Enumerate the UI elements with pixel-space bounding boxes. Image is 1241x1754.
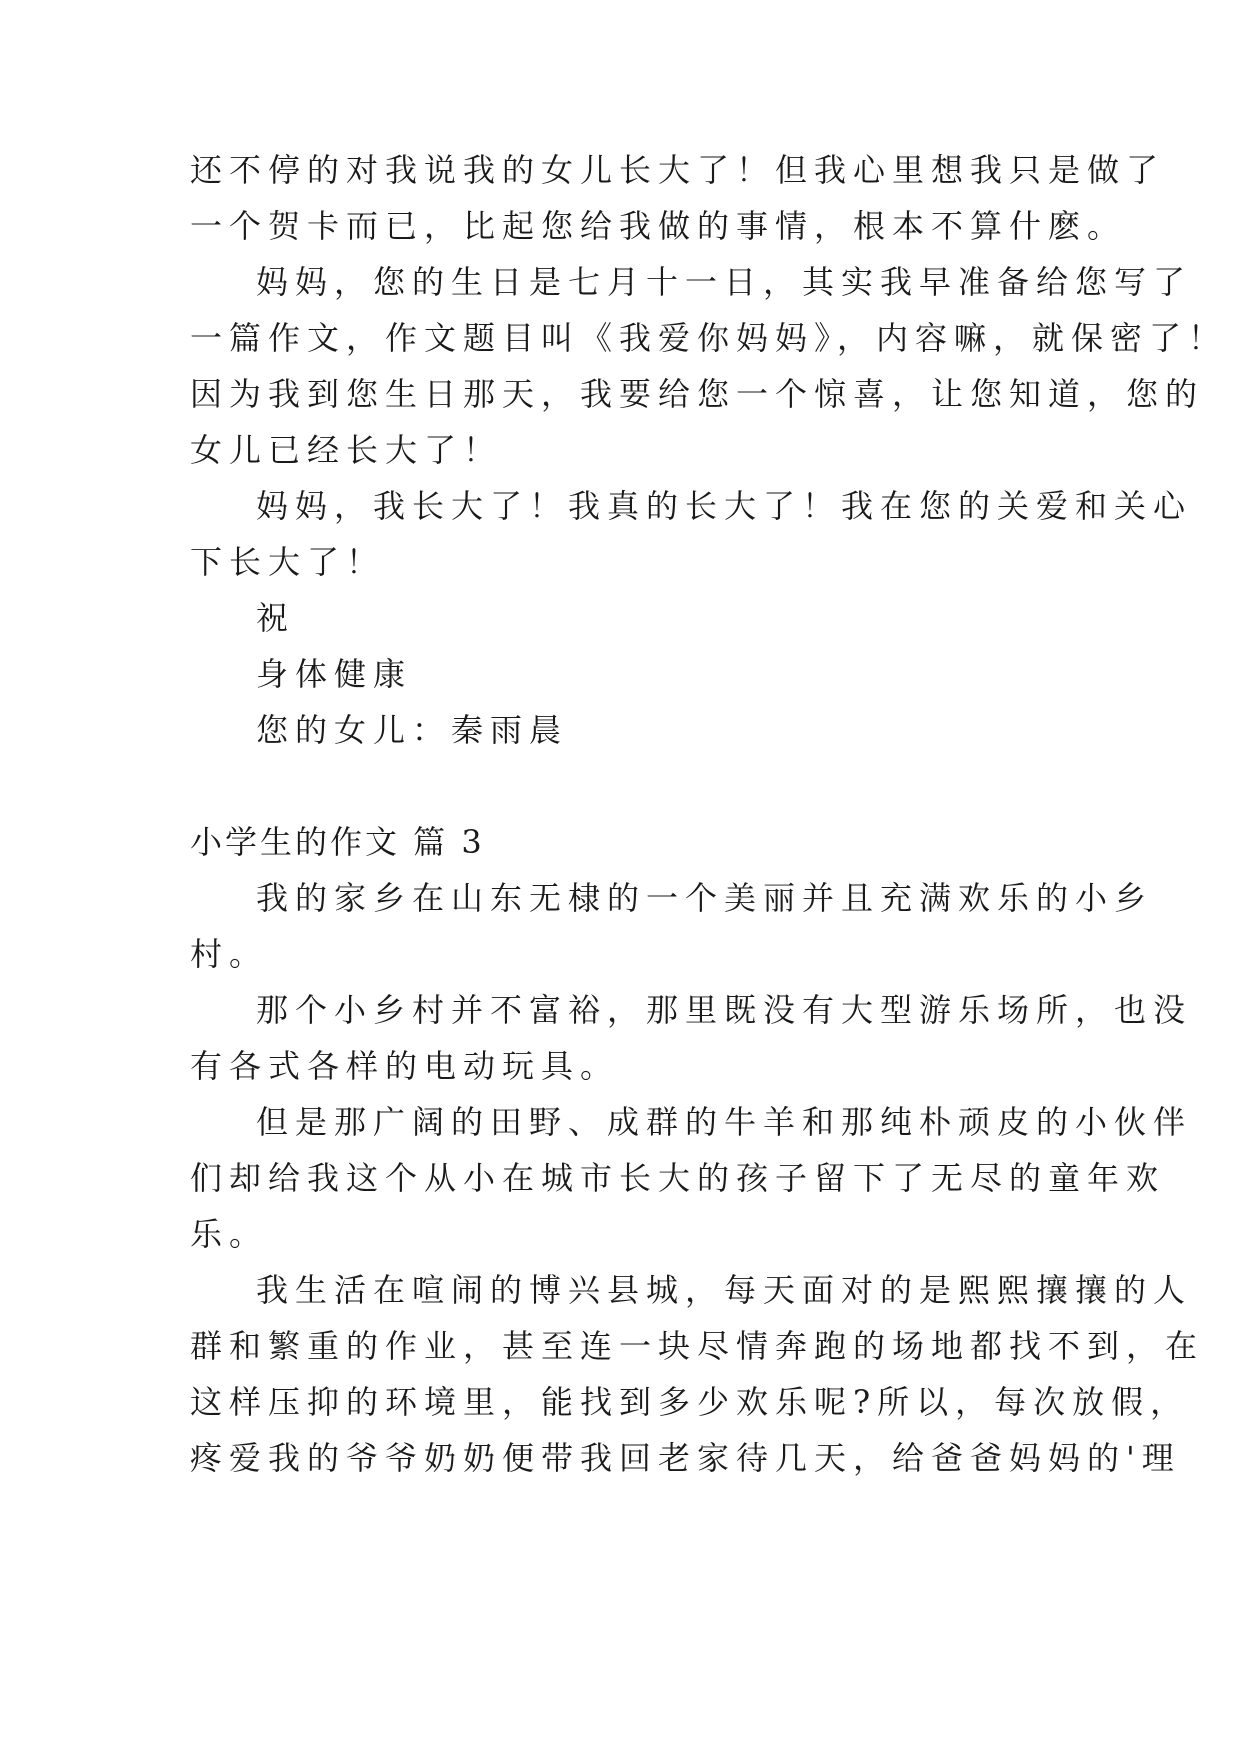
text-line: 我的家乡在山东无棣的一个美丽并且充满欢乐的小乡 — [256, 879, 1154, 917]
text-line: 因为我到您生日那天，我要给您一个惊喜，让您知道，您的 — [190, 375, 1205, 413]
text-line: 乐。 — [190, 1215, 269, 1253]
text-line: 这样压抑的环境里，能找到多少欢乐呢?所以，每次放假， — [190, 1383, 1190, 1421]
text-line: 们却给我这个从小在城市长大的孩子留下了无尽的童年欢 — [190, 1159, 1166, 1197]
text-line: 我生活在喧闹的博兴县城，每天面对的是熙熙攘攘的人 — [256, 1271, 1193, 1309]
text-line: 妈妈，我长大了！我真的长大了！我在您的关爱和关心 — [256, 487, 1193, 525]
text-line: 村。 — [190, 935, 269, 973]
text-line: 妈妈，您的生日是七月十一日，其实我早准备给您写了 — [256, 263, 1193, 301]
text-line: 下长大了！ — [190, 543, 386, 581]
section-heading: 小学生的作文 篇 3 — [190, 823, 485, 861]
text-line: 但是那广阔的田野、成群的牛羊和那纯朴顽皮的小伙伴 — [256, 1103, 1193, 1141]
text-line: 还不停的对我说我的女儿长大了！但我心里想我只是做了 — [190, 151, 1166, 189]
text-line: 那个小乡村并不富裕，那里既没有大型游乐场所，也没 — [256, 991, 1193, 1029]
closing-wish: 祝 — [256, 599, 296, 637]
text-line: 有各式各样的电动玩具。 — [190, 1047, 620, 1085]
text-line: 一个贺卡而已，比起您给我做的事情，根本不算什麽。 — [190, 207, 1127, 245]
text-line: 群和繁重的作业，甚至连一块尽情奔跑的场地都找不到，在 — [190, 1327, 1205, 1365]
text-line: 女儿已经长大了！ — [190, 431, 503, 469]
text-line: 疼爱我的爷爷奶奶便带我回老家待几天，给爸爸妈妈的'理 — [190, 1439, 1181, 1477]
signature: 您的女儿：秦雨晨 — [256, 711, 569, 749]
text-line: 一篇作文，作文题目叫《我爱你妈妈》，内容嘛，就保密了！ — [190, 319, 1228, 357]
closing-health: 身体健康 — [256, 655, 413, 693]
